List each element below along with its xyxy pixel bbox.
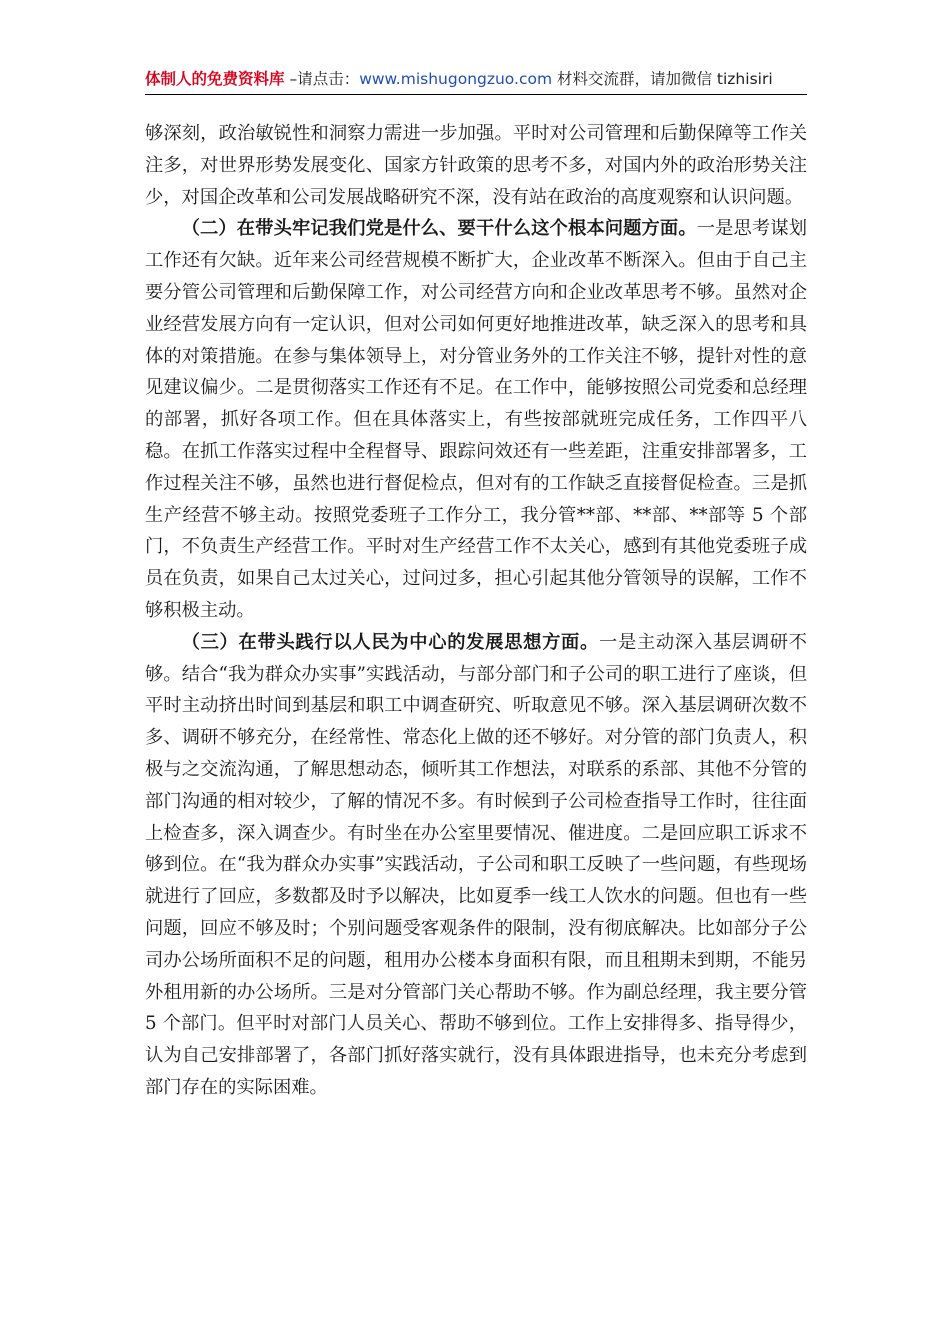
paragraph-2 (145, 213, 807, 626)
section-3-heading: （三）在带头践行以人民为中心的发展思想方面。 (181, 631, 599, 653)
page-header (145, 64, 807, 95)
section-2-heading: （二）在带头牢记我们党是什么、要干什么这个根本问题方面。 (181, 218, 697, 240)
header-brand: 体制人的免费资料库 (145, 70, 285, 88)
header-contact: 材料交流群，请加微信 tizhisiri (552, 70, 773, 88)
paragraph-1 (145, 118, 807, 213)
document-body (145, 118, 807, 1104)
paragraph-3-text: 一是主动深入基层调研不够。结合“我为群众办实事”实践活动，与部分部门和子公司的职工进行了座谈，但平时主动挤出时间到基层和职工中调查研究、听取意见不够。深入基层调研次数不多、调研不够充分，在经常性、常态化上做的还不够好。对分管的部门负责人，积极与之交流沟通，了解思想动态，倾听其工作想法，对联系的系部、其他不分管的部门沟通的相对较少，了解的情况不多。有时候到子公司检查指导工作时，往往面上检查多，深入调查少。有时坐在办公室里要情况、催进度。二是回应职工诉求不够到位。在“我为群众办实事”实践活动，子公司和职工反映了一些问题，有些现场就进行了回应，多数都及时予以解决，比如夏季一线工人饮水的问题。但也有一些问题，回应不够及时；个别问题受客观条件的限制，没有彻底解决。比如部分子公司办公场所面积不足的问题，租用办公楼本身面积有限，而且租期未到期，不能另外租用新的办公场所。三是对分管部门关心帮助不够。作为副总经理，我主要分管 5 个部门。但平时对部门人员关心、帮助不够到位。工作上安排得多、指导得少，认为自己安排部署了，各部门抓好落实就行，没有具体跟进指导，也未充分考虑到部门存在的实际困难。 (145, 631, 808, 1098)
header-click-prompt: –请点击： (284, 70, 360, 88)
paragraph-3 (145, 627, 807, 1104)
paragraph-1-text: 够深刻，政治敏锐性和洞察力需进一步加强。平时对公司管理和后勤保障等工作关注多，对世界形势发展变化、国家方针政策的思考不多，对国内外的政治形势关注少，对国企改革和公司发展战略研究不深，没有站在政治的高度观察和认识问题。 (145, 123, 807, 208)
paragraph-2-text: 一是思考谋划工作还有欠缺。近年来公司经营规模不断扩大，企业改革不断深入。但由于自己主要分管公司管理和后勤保障工作，对公司经营方向和企业改革思考不够。虽然对企业经营发展方向有一定认识，但对公司如何更好地推进改革，缺乏深入的思考和具体的对策措施。在参与集体领导上，对分管业务外的工作关注不够，提针对性的意见建议偏少。二是贯彻落实工作还有不足。在工作中，能够按照公司党委和总经理的部署，抓好各项工作。但在具体落实上，有些按部就班完成任务，工作四平八稳。在抓工作落实过程中全程督导、跟踪问效还有一些差距，注重安排部署多，工作过程关注不够，虽然也进行督促检点，但对有的工作缺乏直接督促检查。三是抓生产经营不够主动。按照党委班子工作分工，我分管**部、**部、**部等 5 个部门，不负责生产经营工作。平时对生产经营工作不太关心，感到有其他党委班子成员在负责，如果自己太过关心，过问过多，担心引起其他分管领导的误解，工作不够积极主动。 (145, 218, 808, 621)
header-link[interactable]: www.mishugongzuo.com (359, 70, 553, 88)
